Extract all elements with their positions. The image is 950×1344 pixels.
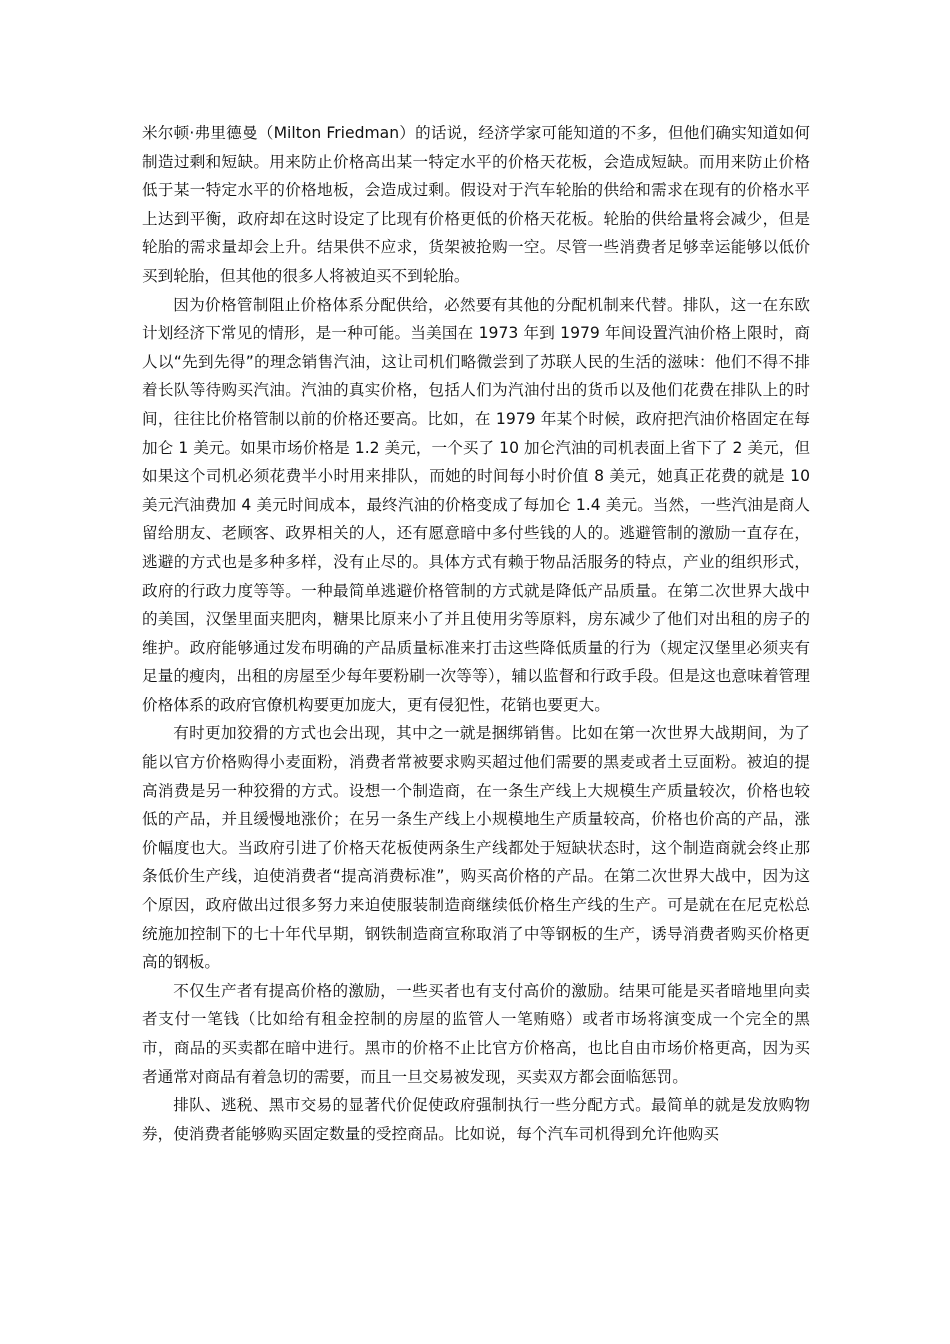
paragraph-5: 排队、逃税、黑市交易的显著代价促使政府强制执行一些分配方式。最简单的就是发放购物券，使消费者能够购买固定数量的受控商品。比如说，每个汽车司机得到允许他购买 xyxy=(142,1096,810,1143)
paragraph-4: 不仅生产者有提高价格的激励，一些买者也有支付高价的激励。结果可能是买者暗地里向卖者支付一笔钱（比如给有租金控制的房屋的监管人一笔贿赂）或者市场将演变成一个完全的黑市，商品的买卖都在暗中进行。黑市的价格不止比官方价格高，也比自由市场价格更高，因为买者通常对商品有着急切的需要，而且一旦交易被发现，买卖双方都会面临惩罚。 xyxy=(142,981,810,1086)
paragraph-2: 因为价格管制阻止价格体系分配供给，必然要有其他的分配机制来代替。排队，这一在东欧计划经济下常见的情形，是一种可能。当美国在 1973 年到 1979 年间设置汽油价格上限时，商人以“先到先得”的理念销售汽油，这让司机们略微尝到了苏联人民的生活的滋味：他们不得不排着长队等待购买汽油。汽油的真实价格，包括人们为汽油付出的货币以及他们花费在排队上的时间，往往比价格管制以前的价格还要高。比如，在 1979 年某个时候，政府把汽油价格固定在每加仑 1 美元。如果市场价格是 1.2 美元，一个买了 10 加仑汽油的司机表面上省下了 2 美元，但如果这个司机必须花费半小时用来排队，而她的时间每小时价值 8 美元，她真正花费的就是 10 美元汽油费加 4 美元时间成本，最终汽油的价格变成了每加仑 1.4 美元。当然，一些汽油是商人留给朋友、老顾客、政界相关的人，还有愿意暗中多付些钱的人的。逃避管制的激励一直存在，逃避的方式也是多种多样，没有止尽的。具体方式有赖于物品活服务的特点，产业的组织形式，政府的行政力度等等。一种最简单逃避价格管制的方式就是降低产品质量。在第二次世界大战中的美国，汉堡里面夹肥肉，糖果比原来小了并且使用劣等原料，房东减少了他们对出租的房子的维护。政府能够通过发布明确的产品质量标准来打击这些降低质量的行为（规定汉堡里必须夹有足量的瘦肉，出租的房屋至少每年要粉刷一次等等），辅以监督和行政手段。但是这也意味着管理价格体系的政府官僚机构要更加庞大，更有侵犯性，花销也要更大。 xyxy=(142,295,810,714)
paragraph-1: 米尔顿·弗里德曼（Milton Friedman）的话说，经济学家可能知道的不多，但他们确实知道如何制造过剩和短缺。用来防止价格高出某一特定水平的价格天花板，会造成短缺。而用来防止价格低于某一特定水平的价格地板，会造成过剩。假设对于汽车轮胎的供给和需求在现有的价格水平上达到平衡，政府却在这时设定了比现有价格更低的价格天花板。轮胎的供给量将会减少，但是轮胎的需求量却会上升。结果供不应求，货架被抢购一空。尽管一些消费者足够幸运能够以低价买到轮胎，但其他的很多人将被迫买不到轮胎。 xyxy=(142,124,810,285)
paragraph-3: 有时更加狡猾的方式也会出现，其中之一就是捆绑销售。比如在第一次世界大战期间，为了能以官方价格购得小麦面粉，消费者常被要求购买超过他们需要的黑麦或者土豆面粉。被迫的提高消费是另一种狡猾的方式。设想一个制造商，在一条生产线上大规模生产质量较次，价格也较低的产品，并且缓慢地涨价；在另一条生产线上小规模地生产质量较高，价格也价高的产品，涨价幅度也大。当政府引进了价格天花板使两条生产线都处于短缺状态时，这个制造商就会终止那条低价生产线，迫使消费者“提高消费标准”，购买高价格的产品。在第二次世界大战中，因为这个原因，政府做出过很多努力来迫使服装制造商继续低价格生产线的生产。可是就在在尼克松总统施加控制下的七十年代早期，钢铁制造商宣称取消了中等钢板的生产，诱导消费者购买价格更高的钢板。 xyxy=(142,724,810,972)
document-page xyxy=(142,119,810,1148)
